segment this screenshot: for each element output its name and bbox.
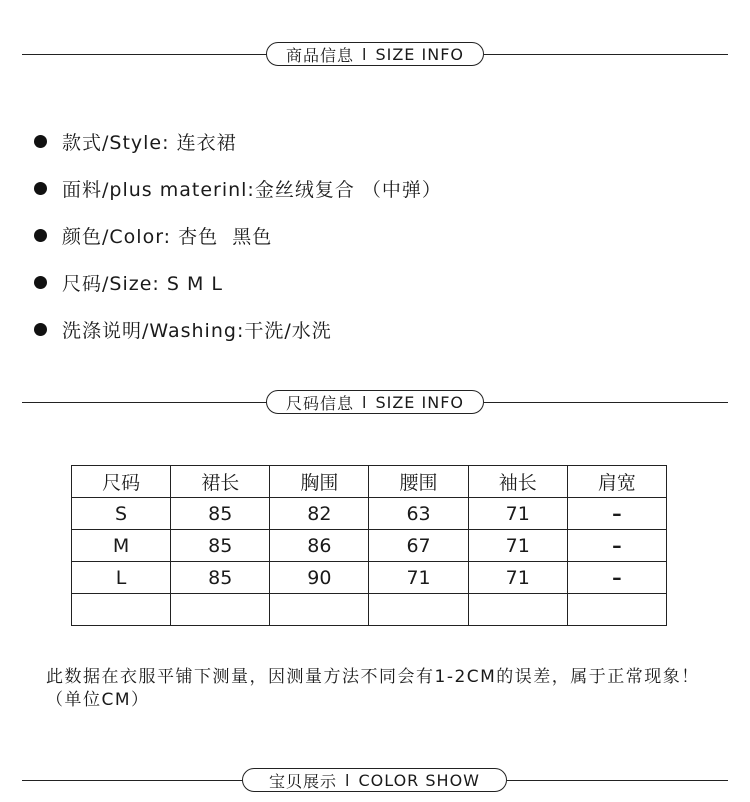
table-header-cell: 腰围 [369,466,468,498]
table-row [72,498,667,530]
table-cell: 71 [468,498,567,530]
list-item-material [34,165,442,212]
bullet-icon [34,135,47,148]
table-row [72,562,667,594]
table-cell: – [567,530,666,562]
divider-line [22,402,268,403]
table-row [72,594,667,626]
section-title-en: SIZE INFO [375,44,464,64]
size-table [71,465,667,626]
divider-line [507,780,728,781]
table-cell: 71 [369,562,468,594]
table-cell [270,594,369,626]
table-header-cell: 胸围 [270,466,369,498]
section-title-en: COLOR SHOW [358,770,480,790]
table-header-cell: 肩宽 [567,466,666,498]
table-cell: M [72,530,171,562]
section-title-cn: 商品信息 [286,45,355,65]
table-cell: 71 [468,562,567,594]
title-separator: l [362,44,368,64]
bullet-icon [34,323,47,336]
table-cell [468,594,567,626]
table-cell: 85 [171,498,270,530]
table-cell [369,594,468,626]
bullet-icon [34,229,47,242]
section-title-cn: 宝贝展示 [269,771,338,791]
list-item-text: 面料/plus materinl:金丝绒复合 （中弹） [62,179,442,201]
list-item-style [34,118,442,165]
table-cell: – [567,562,666,594]
table-cell: 71 [468,530,567,562]
section-title-size-info [0,388,750,418]
table-cell: L [72,562,171,594]
table-cell [72,594,171,626]
divider-line [484,402,728,403]
table-cell: 63 [369,498,468,530]
list-item-washing [34,306,442,353]
bullet-icon [34,276,47,289]
table-cell: S [72,498,171,530]
section-title-pill [266,42,484,66]
section-title-pill [266,390,484,414]
table-cell [171,594,270,626]
divider-line [22,54,268,55]
title-separator: l [362,392,368,412]
list-item-text: 尺码/Size: S M L [62,273,223,295]
table-cell: 90 [270,562,369,594]
section-title-pill [242,768,507,792]
section-title-en: SIZE INFO [375,392,464,412]
product-info-list [34,118,442,353]
section-title-product-info [0,40,750,70]
table-cell: – [567,498,666,530]
bullet-icon [34,182,47,195]
list-item-color [34,212,442,259]
divider-line [484,54,728,55]
divider-line [22,780,244,781]
table-cell: 86 [270,530,369,562]
table-cell: 85 [171,562,270,594]
list-item-text: 款式/Style: 连衣裙 [62,132,237,154]
table-cell [567,594,666,626]
list-item-text: 洗涤说明/Washing:干洗/水洗 [62,320,332,342]
table-cell: 67 [369,530,468,562]
table-header-cell: 尺码 [72,466,171,498]
measurement-note: 此数据在衣服平铺下测量，因测量方法不同会有1-2CM的误差，属于正常现象！（单位CM） [46,667,700,710]
title-separator: l [345,770,351,790]
list-item-size [34,259,442,306]
table-cell: 82 [270,498,369,530]
section-title-cn: 尺码信息 [286,393,355,413]
table-cell: 85 [171,530,270,562]
table-header-row [72,466,667,498]
section-title-color-show [0,766,750,796]
table-header-cell: 袖长 [468,466,567,498]
table-row [72,530,667,562]
list-item-text: 颜色/Color: 杏色 黑色 [62,226,273,248]
table-header-cell: 裙长 [171,466,270,498]
